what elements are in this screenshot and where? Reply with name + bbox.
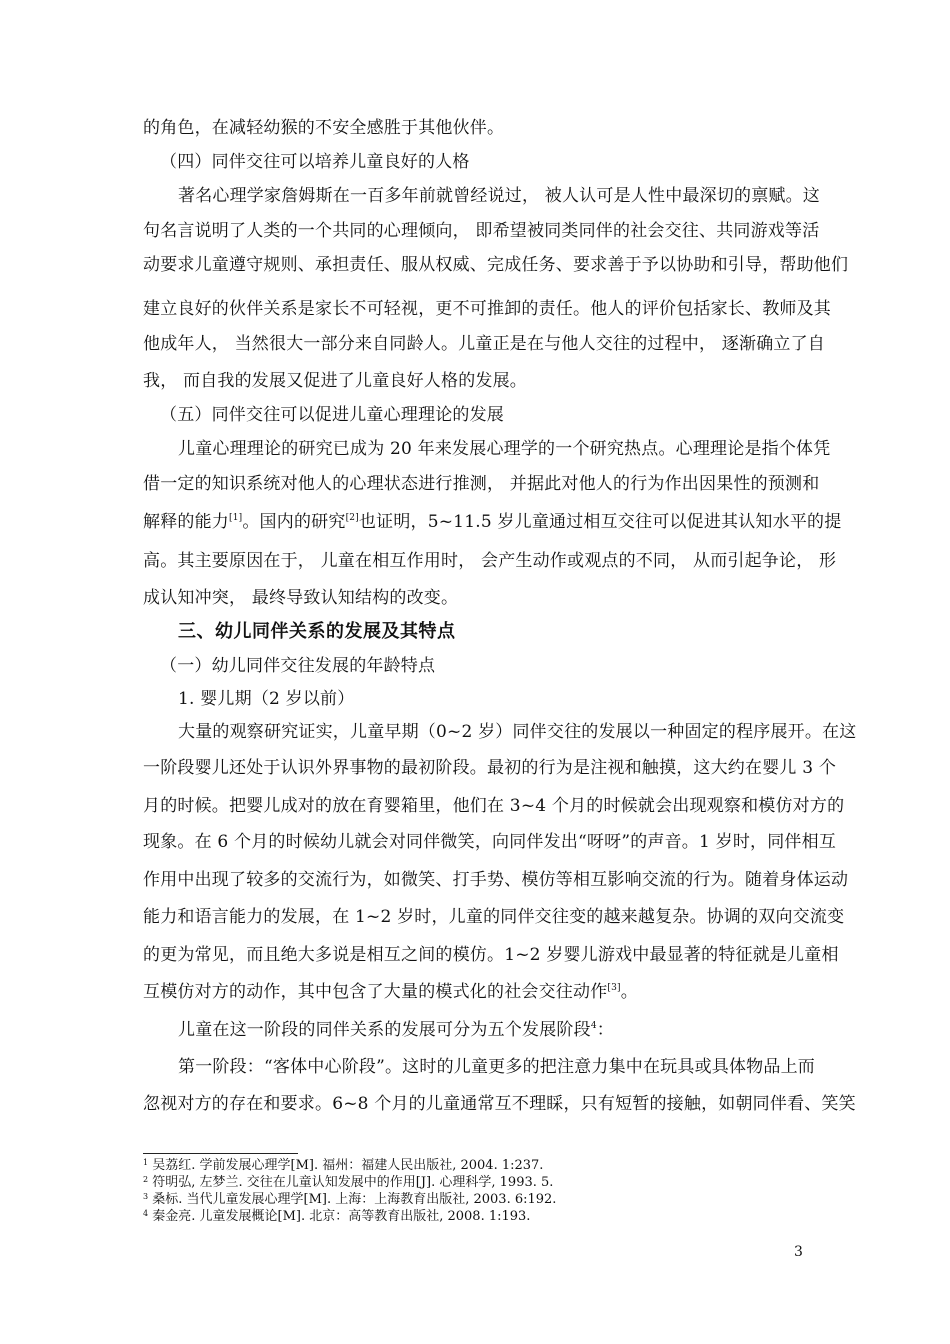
footnote-mark: 4	[590, 1021, 597, 1031]
paragraph-line: 我， 而自我的发展又促进了儿童良好人格的发展。	[143, 371, 528, 391]
citation-mark: [3]	[607, 983, 621, 993]
section-heading: （五）同伴交往可以促进儿童心理理论的发展	[160, 405, 504, 425]
paragraph-line: 动要求儿童遵守规则、承担责任、服从权威、完成任务、要求善于予以协助和引导，帮助他们	[143, 255, 849, 275]
footnote-text: 秦金亮. 儿童发展概论[M]. 北京：高等教育出版社, 2008. 1:193.	[152, 1209, 531, 1224]
footnote-text: 桑标. 当代儿童发展心理学[M]. 上海：上海教育出版社, 2003. 6:192.	[152, 1192, 557, 1207]
section-heading: （四）同伴交往可以培养儿童良好的人格	[160, 152, 470, 172]
paragraph-line: 借一定的知识系统对他人的心理状态进行推测， 并据此对他人的行为作出因果性的预测和	[143, 474, 820, 494]
footnote-divider	[143, 1153, 298, 1154]
paragraph-line: 成认知冲突， 最终导致认知结构的改变。	[143, 588, 459, 608]
paragraph-line: 句名言说明了人类的一个共同的心理倾向， 即希望被同类同伴的社会交往、共同游戏等活	[143, 221, 820, 241]
paragraph-line: 作用中出现了较多的交流行为，如微笑、打手势、模仿等相互影响交流的行为。随着身体运动	[143, 870, 849, 890]
paragraph-line: 大量的观察研究证实，儿童早期（0~2 岁）同伴交往的发展以一种固定的程序展开。在这	[178, 722, 857, 742]
paragraph-line: 月的时候。把婴儿成对的放在育婴箱里，他们在 3~4 个月的时候就会出现观察和模仿对方的	[143, 796, 845, 816]
footnote-number: 4	[143, 1209, 149, 1218]
paragraph-line: 能力和语言能力的发展，在 1~2 岁时，儿童的同伴交往变的越来越复杂。协调的双向交流变	[143, 907, 845, 927]
paragraph-line: 建立良好的伙伴关系是家长不可轻视，更不可推卸的责任。他人的评价包括家长、教师及其	[143, 299, 831, 319]
footnote-number: 1	[143, 1158, 149, 1167]
footnote-number: 2	[143, 1175, 149, 1184]
footnote	[143, 1209, 530, 1225]
paragraph-line: 儿童心理理论的研究已成为 20 年来发展心理学的一个研究热点。心理理论是指个体凭	[178, 439, 831, 459]
page-number: 3	[794, 1244, 803, 1260]
section-heading: （一）幼儿同伴交往发展的年龄特点	[160, 656, 436, 676]
citation-mark: [1]	[229, 513, 243, 523]
paragraph-line: 忽视对方的存在和要求。6~8 个月的儿童通常互不理睬，只有短暂的接触，如朝同伴看、笑笑	[143, 1094, 856, 1114]
text-run: 。	[620, 982, 638, 1002]
footnote-text: 符明弘, 左梦兰. 交往在儿童认知发展中的作用[J]. 心理科学, 1993. 5.	[152, 1175, 554, 1190]
paragraph-line: 第一阶段：“客体中心阶段”。这时的儿童更多的把注意力集中在玩具或具体物品上而	[178, 1057, 815, 1077]
paragraph-line: 的更为常见，而且绝大多说是相互之间的模仿。1~2 岁婴儿游戏中最显著的特征就是儿童相	[143, 945, 839, 965]
text-run: ：	[596, 1020, 614, 1040]
paragraph-line: 他成年人， 当然很大一部分来自同龄人。儿童正是在与他人交往的过程中， 逐渐确立了自	[143, 334, 826, 354]
text-run: 解释的能力	[143, 512, 229, 532]
text-run: 儿童在这一阶段的同伴关系的发展可分为五个发展阶段	[178, 1020, 591, 1040]
paragraph-line: 高。其主要原因在于， 儿童在相互作用时， 会产生动作或观点的不同， 从而引起争论， 形	[143, 551, 837, 571]
text-run: 互模仿对方的动作，其中包含了大量的模式化的社会交往动作	[143, 982, 608, 1002]
paragraph-line	[143, 510, 841, 534]
chapter-heading: 三、幼儿同伴关系的发展及其特点	[178, 621, 456, 642]
subsection-heading: 1. 婴儿期（2 岁以前）	[178, 689, 355, 709]
text-run: 也证明，5~11.5 岁儿童通过相互交往可以促进其认知水平的提	[358, 512, 842, 532]
paragraph-line: 一阶段婴儿还处于认识外界事物的最初阶段。最初的行为是注视和触摸，这大约在婴儿 3 个	[143, 758, 837, 778]
paragraph-line: 现象。在 6 个月的时候幼儿就会对同伴微笑，向同伴发出“呀呀”的声音。1 岁时，同伴相互	[143, 832, 837, 852]
paragraph-line	[143, 980, 638, 1004]
citation-mark: [2]	[345, 513, 359, 523]
text-run: 。国内的研究	[242, 512, 346, 532]
footnote	[143, 1158, 543, 1174]
footnote	[143, 1192, 556, 1208]
paragraph-line: 著名心理学家詹姆斯在一百多年前就曾经说过， 被人认可是人性中最深切的禀赋。这	[178, 186, 821, 206]
footnote-text: 吴荔红. 学前发展心理学[M]. 福州：福建人民出版社, 2004. 1:237.	[152, 1158, 544, 1173]
footnote	[143, 1175, 553, 1191]
paragraph-line	[178, 1018, 614, 1042]
footnote-number: 3	[143, 1192, 149, 1201]
paragraph-line: 的角色，在减轻幼猴的不安全感胜于其他伙伴。	[143, 118, 505, 138]
